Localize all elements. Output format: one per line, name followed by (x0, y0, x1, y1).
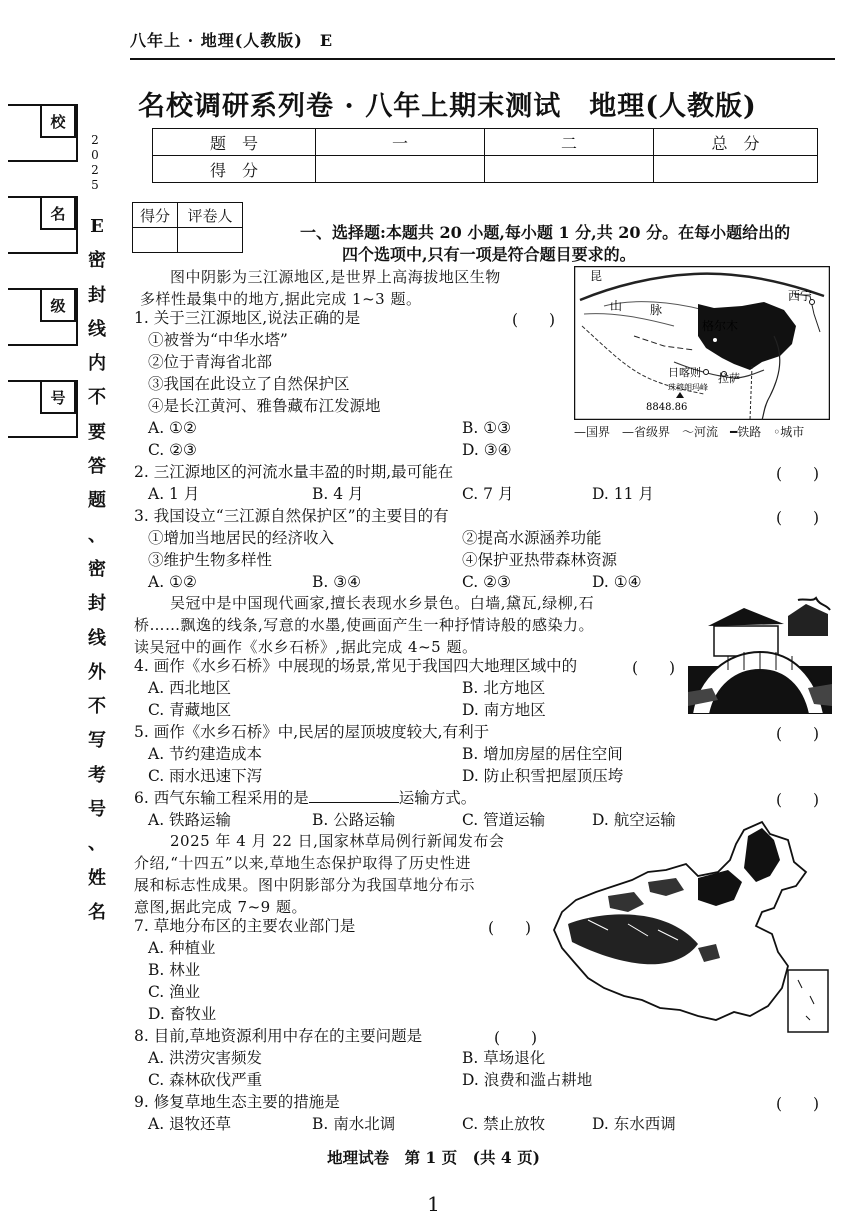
map-label-mai: 脉 (650, 303, 663, 317)
header-rule (130, 58, 835, 60)
q4-option-a[interactable]: A. 西北地区 (148, 679, 232, 697)
q9-option-d[interactable]: D. 东水西调 (592, 1115, 676, 1133)
q6-fill-blank[interactable] (309, 788, 399, 803)
q7-answer-blank[interactable]: ( ) (488, 919, 532, 937)
q8-option-a[interactable]: A. 洪涝灾害频发 (148, 1049, 263, 1067)
q1-item-3: ③我国在此设立了自然保护区 (148, 375, 350, 393)
q1-option-b[interactable]: B. ①③ (462, 419, 512, 437)
q8-option-c[interactable]: C. 森林砍伐严重 (148, 1071, 263, 1089)
q5-stem: 5. 画作《水乡石桥》中,民居的屋顶坡度较大,有利于 (134, 723, 490, 741)
q7-option-a[interactable]: A. 种植业 (148, 939, 216, 957)
q6-option-b[interactable]: B. 公路运输 (312, 811, 396, 829)
number-label: 号 (40, 380, 76, 414)
school-field[interactable] (8, 104, 78, 162)
q3-stem: 3. 我国设立“三江源自然保护区”的主要目的有 (134, 507, 449, 525)
map-label-everest: 珠穆朗玛峰 (668, 383, 708, 392)
q4-option-c[interactable]: C. 青藏地区 (148, 701, 232, 719)
score-table (152, 128, 818, 183)
score-header-part2: 二 (485, 129, 654, 156)
q1-stem: 1. 关于三江源地区,说法正确的是 (134, 309, 361, 327)
q5-option-b[interactable]: B. 增加房屋的居住空间 (462, 745, 623, 763)
q3-item-1: ①增加当地居民的经济收入 (148, 529, 335, 547)
class-label: 级 (40, 288, 76, 322)
q7-option-b[interactable]: B. 林业 (148, 961, 201, 979)
sanjiangyuan-map (574, 266, 830, 420)
q6-option-c[interactable]: C. 管道运输 (462, 811, 546, 829)
map-label-kun: 昆 (590, 269, 603, 283)
exam-title: 名校调研系列卷 · 八年上期末测试 地理(人教版) (138, 91, 757, 122)
q9-option-b[interactable]: B. 南水北调 (312, 1115, 396, 1133)
q2-stem: 2. 三江源地区的河流水量丰盈的时期,最可能在 (134, 463, 454, 481)
grader-name-cell[interactable] (178, 228, 243, 253)
map-label-golmud: 格尔木 (702, 319, 739, 333)
intro-1: 图中阴影为三江源地区,是世界上高海拔地区生物 多样性最集中的地方,据此完成 1~3 题。 (140, 268, 501, 308)
map-legend: —国界 —省级界 〜河流 ━铁路 ◦城市 (574, 425, 805, 439)
map-label-xining: 西宁 (788, 289, 813, 303)
q8-option-b[interactable]: B. 草场退化 (462, 1049, 546, 1067)
series-header: 八年上 · 地理(人教版) E (130, 31, 334, 50)
q1-item-4: ④是长江黄河、雅鲁藏布江发源地 (148, 397, 381, 415)
grassland-map (548, 820, 830, 1034)
q3-option-a[interactable]: A. ①② (148, 573, 197, 591)
score-header-label: 题 号 (153, 129, 316, 156)
q5-option-d[interactable]: D. 防止积雪把屋顶压垮 (462, 767, 624, 785)
q9-option-c[interactable]: C. 禁止放牧 (462, 1115, 546, 1133)
q3-option-b[interactable]: B. ③④ (312, 573, 362, 591)
q2-option-c[interactable]: C. 7 月 (462, 485, 514, 503)
q1-option-c[interactable]: C. ②③ (148, 441, 197, 459)
q4-option-b[interactable]: B. 北方地区 (462, 679, 546, 697)
name-label: 名 (40, 196, 76, 230)
q6-stem: 6. 西气东输工程采用的是 运输方式。 (134, 789, 477, 807)
q3-item-3: ③维护生物多样性 (148, 551, 273, 569)
map-label-shigatse: 日喀则 (668, 366, 701, 379)
score-header-total: 总 分 (654, 129, 818, 156)
q1-item-1: ①被誉为“中华水塔” (148, 331, 288, 349)
grader-table (132, 202, 243, 253)
section-1-heading: 一、选择题:本题共 20 小题,每小题 1 分,共 20 分。在每小题给出的 四个选项中,只有一项是符合题目要求的。 (300, 223, 791, 264)
q2-option-a[interactable]: A. 1 月 (148, 485, 200, 503)
map-label-shan: 山 (610, 299, 623, 313)
q5-answer-blank[interactable]: ( ) (776, 725, 820, 743)
q2-option-d[interactable]: D. 11 月 (592, 485, 654, 503)
q6-option-a[interactable]: A. 铁路运输 (148, 811, 232, 829)
q7-option-c[interactable]: C. 渔业 (148, 983, 201, 1001)
q2-option-b[interactable]: B. 4 月 (312, 485, 364, 503)
q1-item-2: ②位于青海省北部 (148, 353, 273, 371)
q6-answer-blank[interactable]: ( ) (776, 791, 820, 809)
score-row-label: 得 分 (153, 156, 316, 183)
binding-year: 2 0 2 5 (91, 133, 99, 192)
grader-name-label: 评卷人 (178, 203, 243, 228)
q5-option-c[interactable]: C. 雨水迅速下泻 (148, 767, 263, 785)
name-field[interactable] (8, 196, 78, 254)
intro-2: 吴冠中是中国现代画家,擅长表现水乡景色。白墙,黛瓦,绿柳,石 桥……飘逸的线条,写意的水墨,使画面产生一种抒情诗般的感染力。 读吴冠中的画作《水乡石桥》,据此完成 4~5 题。 (134, 594, 595, 656)
q1-option-d[interactable]: D. ③④ (462, 441, 512, 459)
q8-option-d[interactable]: D. 浪费和滥占耕地 (462, 1071, 593, 1089)
q3-option-d[interactable]: D. ①④ (592, 573, 642, 591)
q2-answer-blank[interactable]: ( ) (776, 465, 820, 483)
q1-option-a[interactable]: A. ①② (148, 419, 197, 437)
seal-line-notice: E 密 封 线 内 不 要 答 题 、 密 封 线 外 不 写 考 号 、 姓 名 (88, 216, 106, 923)
q9-option-a[interactable]: A. 退牧还草 (148, 1115, 232, 1133)
q3-answer-blank[interactable]: ( ) (776, 509, 820, 527)
grader-score-cell[interactable] (133, 228, 178, 253)
q8-stem: 8. 目前,草地资源利用中存在的主要问题是 (134, 1027, 423, 1045)
school-label: 校 (40, 104, 76, 138)
page-footer: 地理试卷 第 1 页 (共 4 页) (327, 1148, 540, 1167)
q7-stem: 7. 草地分布区的主要农业部门是 (134, 917, 356, 935)
class-field[interactable] (8, 288, 78, 346)
number-field[interactable] (8, 380, 78, 438)
intro-3: 2025 年 4 月 22 日,国家林草局例行新闻发布会 介绍,“十四五”以来,草地生态保护取得了历史性进 展和标志性成果。图中阴影部分为我国草地分布示 意图,据此完成 7~9 题。 (134, 832, 505, 916)
map-label-lhasa: 拉萨 (718, 372, 740, 385)
q5-option-a[interactable]: A. 节约建造成本 (148, 745, 263, 763)
q7-option-d[interactable]: D. 畜牧业 (148, 1005, 217, 1023)
q4-option-d[interactable]: D. 南方地区 (462, 701, 546, 719)
q3-item-4: ④保护亚热带森林资源 (462, 551, 618, 569)
page-number: 1 (427, 1192, 440, 1216)
q6-option-d[interactable]: D. 航空运输 (592, 811, 676, 829)
q8-answer-blank[interactable]: ( ) (494, 1029, 538, 1047)
score-header-part1: 一 (316, 129, 485, 156)
q4-answer-blank[interactable]: ( ) (632, 659, 676, 677)
q4-stem: 4. 画作《水乡石桥》中展现的场景,常见于我国四大地理区域中的 (134, 657, 578, 675)
water-town-painting (688, 596, 832, 714)
score-cell-total[interactable] (654, 156, 818, 183)
q9-answer-blank[interactable]: ( ) (776, 1095, 820, 1113)
score-cell-part2[interactable] (485, 156, 654, 183)
grader-score-label: 得分 (133, 203, 178, 228)
score-cell-part1[interactable] (316, 156, 485, 183)
map-label-height: 8848.86 (646, 402, 688, 413)
q3-option-c[interactable]: C. ②③ (462, 573, 511, 591)
q1-answer-blank[interactable]: ( ) (512, 311, 556, 329)
q9-stem: 9. 修复草地生态主要的措施是 (134, 1093, 340, 1111)
q3-item-2: ②提高水源涵养功能 (462, 529, 602, 547)
